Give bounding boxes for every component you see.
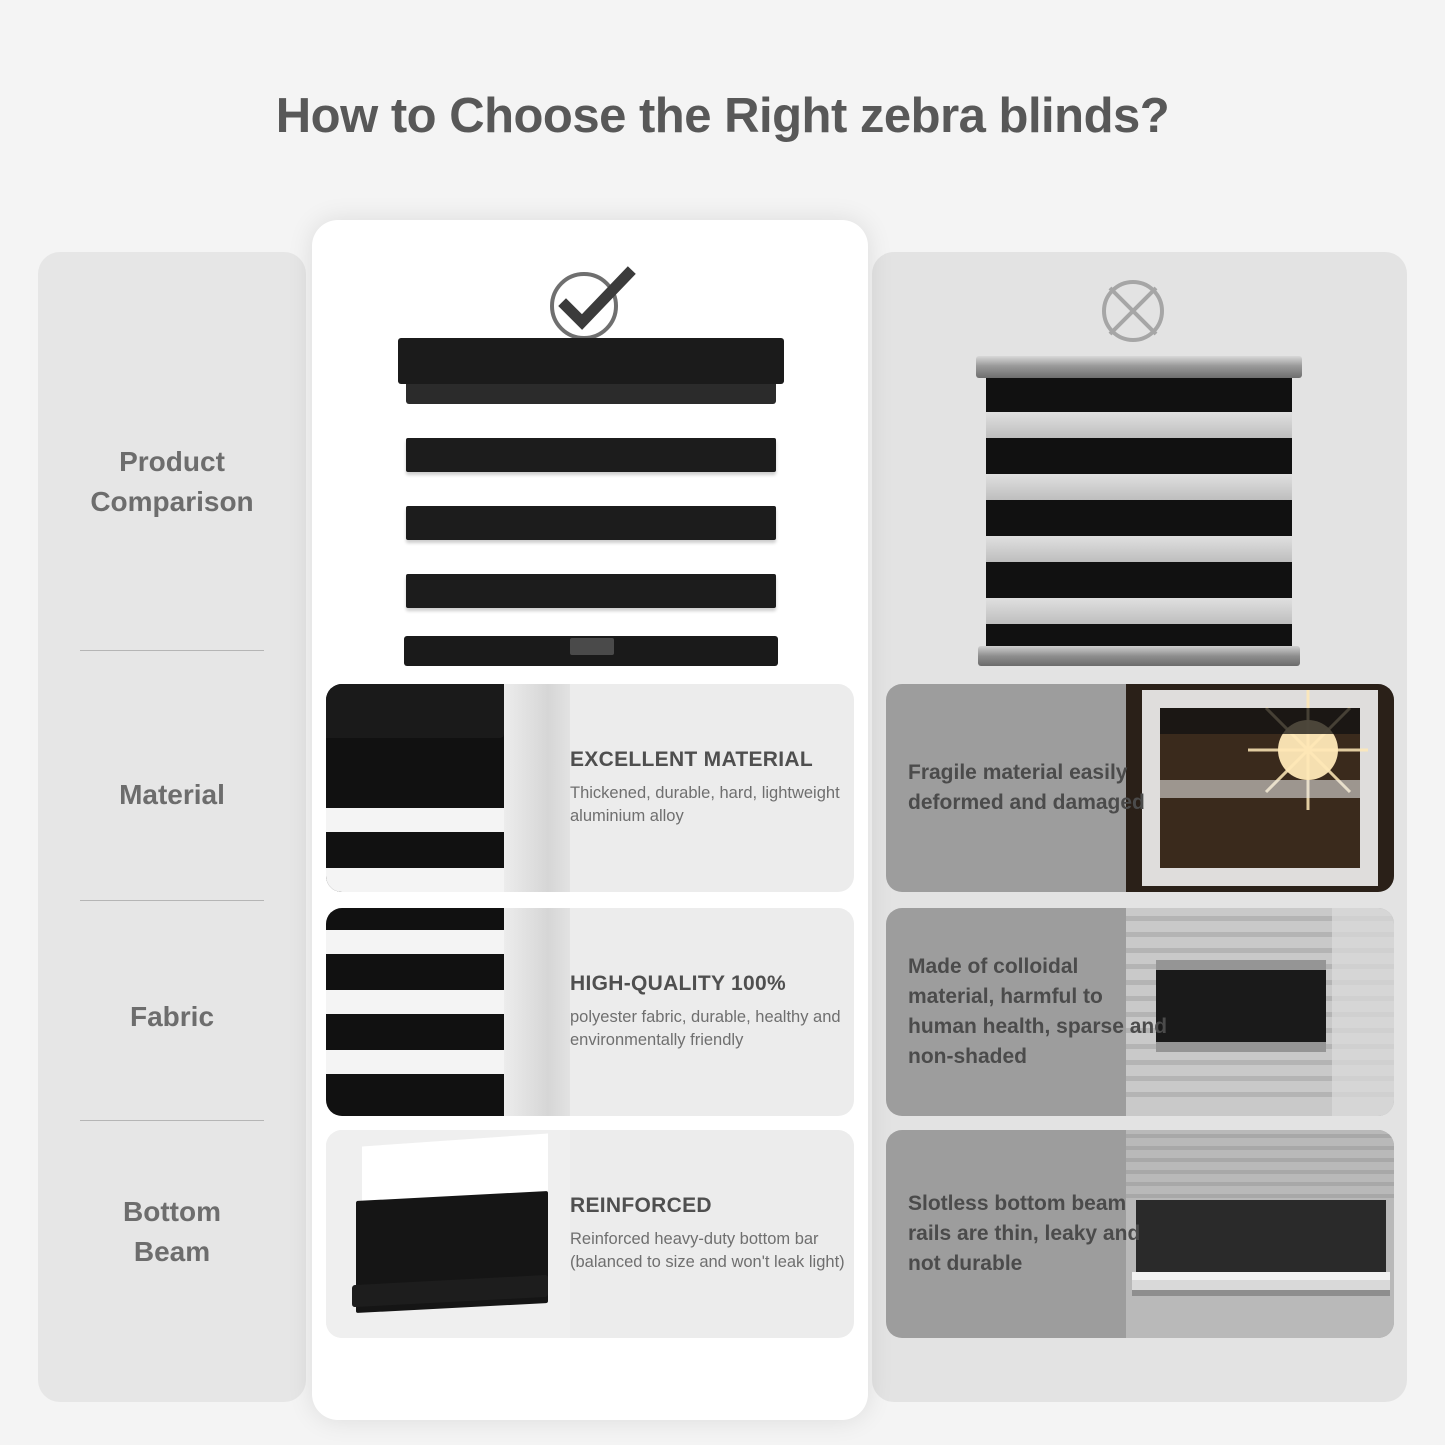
feature-text: Slotless bottom beam rails are thin, leaky and not durable [908, 1192, 1141, 1275]
blind-fabric [326, 684, 504, 892]
blind-sheer-stripe [326, 990, 504, 1014]
page-title: How to Choose the Right zebra blinds? [275, 89, 1170, 143]
good-feature-fabric [326, 908, 854, 1116]
cross-circle-icon [1096, 274, 1170, 353]
blind-grip [570, 638, 614, 655]
feature-heading: EXCELLENT MATERIAL [570, 747, 814, 771]
feature-body: polyester fabric, durable, healthy and environmentally friendly [570, 1007, 841, 1049]
row-label-bottom-beam [38, 1192, 306, 1272]
bad-blind-illustration [986, 368, 1292, 652]
blind-headrail [976, 356, 1302, 378]
feature-text: Made of colloidal material, harmful to human health, sparse and non-shaded [908, 955, 1168, 1068]
row-label-line1: Bottom [123, 1196, 221, 1227]
bad-feature-bottom-beam [886, 1130, 1394, 1338]
row-label-fabric [38, 997, 306, 1037]
blind-sheer-stripe [986, 598, 1292, 624]
blind-sheer-stripe [326, 1050, 504, 1074]
row-label-line1: Fabric [129, 1001, 215, 1032]
feature-text: Fragile material easily deformed and damaged [908, 761, 1145, 814]
bottom-beam-thumbnail [326, 1130, 570, 1338]
row-label-line2: Beam [133, 1235, 211, 1267]
feature-heading: HIGH-QUALITY 100% [570, 971, 786, 995]
row-label-product-comparison [38, 442, 306, 522]
blind-sheer-stripe [986, 412, 1292, 438]
row-label-line2: Comparison [90, 485, 254, 517]
blind-headrail [326, 684, 504, 738]
material-thumbnail [326, 684, 570, 892]
check-circle-icon [542, 262, 638, 347]
blind-sheer-stripe [986, 474, 1292, 500]
row-label-line1: Product [119, 446, 225, 477]
row-label-line1: Material [119, 779, 225, 810]
fabric-thumbnail [326, 908, 570, 1116]
row-label-material [38, 775, 306, 815]
label-divider [80, 650, 264, 651]
good-feature-bottom-beam [326, 1130, 854, 1338]
bad-feature-material [886, 684, 1394, 892]
good-feature-material [326, 684, 854, 892]
feature-body: Thickened, durable, hard, lightweight aluminium alloy [570, 783, 840, 825]
good-blind-illustration [398, 338, 784, 674]
blind-sheer-stripe [326, 868, 504, 892]
label-divider [80, 900, 264, 901]
blind-bottom-bar [978, 646, 1300, 666]
feature-heading: REINFORCED [570, 1193, 712, 1217]
bad-feature-fabric [886, 908, 1394, 1116]
blind-sheer-stripe [326, 930, 504, 954]
blind-headrail [398, 338, 784, 384]
row-label-column [38, 252, 306, 1402]
blind-slat [406, 574, 776, 608]
feature-body: Reinforced heavy-duty bottom bar (balanced to size and won't leak light) [570, 1229, 845, 1271]
blind-sheer-stripe [326, 808, 504, 832]
blind-headrail-lower [406, 384, 776, 404]
label-divider [80, 1120, 264, 1121]
blind-slat [406, 506, 776, 540]
blind-sheer-stripe [986, 536, 1292, 562]
blind-slat [406, 438, 776, 472]
blind-fabric [326, 908, 504, 1116]
